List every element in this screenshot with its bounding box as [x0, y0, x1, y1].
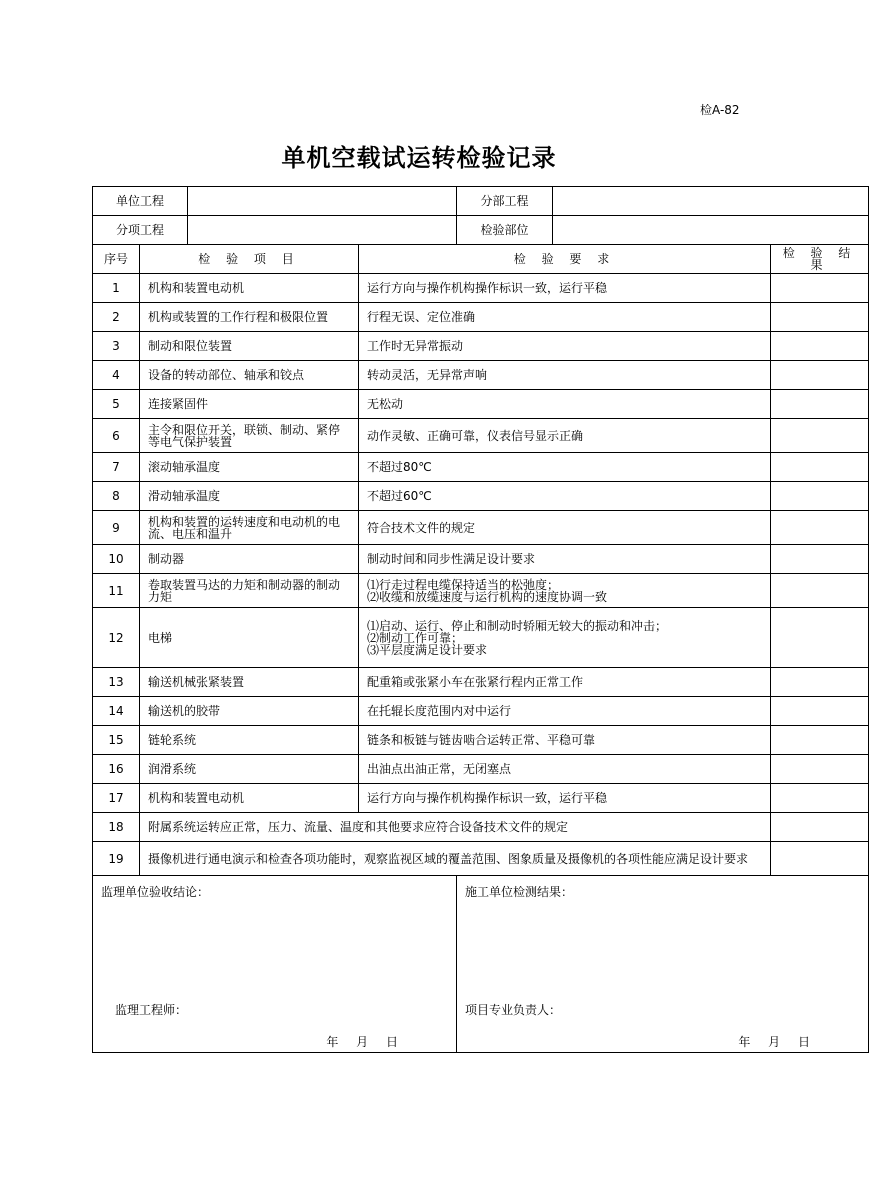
row-requirement: 制动时间和同步性满足设计要求	[359, 545, 771, 574]
row-seq: 6	[93, 419, 140, 453]
contractor-result-label: 施工单位检测结果：	[465, 885, 574, 899]
sub-project-label: 分部工程	[457, 187, 553, 216]
row-result[interactable]	[771, 274, 869, 303]
row-result[interactable]	[771, 755, 869, 784]
contractor-date	[724, 1036, 810, 1048]
table-row	[93, 608, 869, 668]
col-item: 检 验 项 目	[140, 245, 359, 274]
row-seq: 13	[93, 668, 140, 697]
row-requirement: ⑴启动、运行、停止和制动时轿厢无较大的振动和冲击； ⑵制动工作可靠； ⑶平层度满足设计要求	[359, 608, 771, 668]
row-requirement: 不超过60℃	[359, 482, 771, 511]
table-row	[93, 545, 869, 574]
supervisor-date	[312, 1036, 398, 1048]
inspection-table	[92, 186, 869, 1053]
table-row	[93, 482, 869, 511]
row-seq: 16	[93, 755, 140, 784]
row-requirement: 链条和板链与链齿啮合运转正常、平稳可靠	[359, 726, 771, 755]
table-row	[93, 390, 869, 419]
row-result[interactable]	[771, 390, 869, 419]
row-seq: 17	[93, 784, 140, 813]
unit-project-value[interactable]	[188, 187, 457, 216]
table-row	[93, 419, 869, 453]
row-item: 制动和限位装置	[140, 332, 359, 361]
column-header-row	[93, 245, 869, 274]
table-row	[93, 784, 869, 813]
row-result[interactable]	[771, 668, 869, 697]
row-result[interactable]	[771, 545, 869, 574]
row-requirement: 工作时无异常振动	[359, 332, 771, 361]
contractor-result-cell[interactable]	[457, 876, 869, 1053]
row-seq: 8	[93, 482, 140, 511]
day-label: 日	[798, 1035, 811, 1049]
row-item: 润滑系统	[140, 755, 359, 784]
table-row	[93, 511, 869, 545]
row-result[interactable]	[771, 608, 869, 668]
row-requirement: 转动灵活，无异常声响	[359, 361, 771, 390]
table-row	[93, 303, 869, 332]
unit-project-label: 单位工程	[93, 187, 188, 216]
row-result[interactable]	[771, 842, 869, 876]
row-seq: 15	[93, 726, 140, 755]
table-row	[93, 755, 869, 784]
row-requirement: 在托辊长度范围内对中运行	[359, 697, 771, 726]
inspect-part-value[interactable]	[553, 216, 869, 245]
day-label: 日	[386, 1035, 399, 1049]
row-result[interactable]	[771, 453, 869, 482]
row-item: 机构和装置电动机	[140, 784, 359, 813]
row-seq: 4	[93, 361, 140, 390]
row-item: 输送机的胶带	[140, 697, 359, 726]
supervisor-engineer-label: 监理工程师：	[115, 1003, 188, 1017]
month-label: 月	[356, 1035, 369, 1049]
row-item: 机构或装置的工作行程和极限位置	[140, 303, 359, 332]
supervisor-conclusion-cell[interactable]	[93, 876, 457, 1053]
row-item: 连接紧固件	[140, 390, 359, 419]
row-seq: 3	[93, 332, 140, 361]
row-seq: 1	[93, 274, 140, 303]
row-requirement: 行程无误、定位准确	[359, 303, 771, 332]
row-result[interactable]	[771, 784, 869, 813]
item-project-label: 分项工程	[93, 216, 188, 245]
inspect-part-label: 检验部位	[457, 216, 553, 245]
row-seq: 18	[93, 813, 140, 842]
row-result[interactable]	[771, 697, 869, 726]
row-seq: 19	[93, 842, 140, 876]
row-result[interactable]	[771, 303, 869, 332]
row-seq: 2	[93, 303, 140, 332]
year-label: 年	[738, 1035, 751, 1049]
row-requirement: 运行方向与操作机构操作标识一致，运行平稳	[359, 274, 771, 303]
row-requirement: 符合技术文件的规定	[359, 511, 771, 545]
table-row	[93, 668, 869, 697]
table-row	[93, 726, 869, 755]
row-seq: 5	[93, 390, 140, 419]
form-code: 检A-82	[700, 103, 740, 117]
row-seq: 11	[93, 574, 140, 608]
table-row	[93, 574, 869, 608]
table-row	[93, 697, 869, 726]
row-item: 电梯	[140, 608, 359, 668]
row-item: 附属系统运转应正常，压力、流量、温度和其他要求应符合设备技术文件的规定	[140, 813, 771, 842]
row-item: 摄像机进行通电演示和检查各项功能时，观察监视区域的覆盖范围、图象质量及摄像机的各项性能应满足设计要求	[140, 842, 771, 876]
col-requirement: 检 验 要 求	[359, 245, 771, 274]
row-requirement: 动作灵敏、正确可靠，仪表信号显示正确	[359, 419, 771, 453]
row-item: 制动器	[140, 545, 359, 574]
row-item: 滚动轴承温度	[140, 453, 359, 482]
project-lead-label: 项目专业负责人：	[465, 1003, 562, 1017]
row-result[interactable]	[771, 574, 869, 608]
row-seq: 10	[93, 545, 140, 574]
table-row	[93, 813, 869, 842]
month-label: 月	[768, 1035, 781, 1049]
supervisor-conclusion-label: 监理单位验收结论：	[101, 885, 210, 899]
row-seq: 12	[93, 608, 140, 668]
row-result[interactable]	[771, 813, 869, 842]
table-row	[93, 842, 869, 876]
row-result[interactable]	[771, 726, 869, 755]
table-row	[93, 361, 869, 390]
row-item: 设备的转动部位、轴承和铰点	[140, 361, 359, 390]
row-result[interactable]	[771, 361, 869, 390]
row-result[interactable]	[771, 419, 869, 453]
table-row	[93, 332, 869, 361]
sub-project-value[interactable]	[553, 187, 869, 216]
row-requirement: 不超过80℃	[359, 453, 771, 482]
row-item: 机构和装置的运转速度和电动机的电流、电压和温升	[140, 511, 359, 545]
row-item: 机构和装置电动机	[140, 274, 359, 303]
row-result[interactable]	[771, 332, 869, 361]
row-item: 链轮系统	[140, 726, 359, 755]
item-project-value[interactable]	[188, 216, 457, 245]
row-requirement: 无松动	[359, 390, 771, 419]
row-seq: 14	[93, 697, 140, 726]
table-row	[93, 453, 869, 482]
row-result[interactable]	[771, 511, 869, 545]
row-requirement: 配重箱或张紧小车在张紧行程内正常工作	[359, 668, 771, 697]
table-row	[93, 274, 869, 303]
page-title: 单机空载试运转检验记录	[281, 144, 557, 172]
row-seq: 9	[93, 511, 140, 545]
row-requirement: 出油点出油正常，无闭塞点	[359, 755, 771, 784]
year-label: 年	[326, 1035, 339, 1049]
row-item: 主令和限位开关，联锁、制动、紧停等电气保护装置	[140, 419, 359, 453]
row-requirement: ⑴行走过程电缆保持适当的松弛度； ⑵收缆和放缆速度与运行机构的速度协调一致	[359, 574, 771, 608]
col-seq: 序号	[93, 245, 140, 274]
row-item: 输送机械张紧装置	[140, 668, 359, 697]
row-requirement: 运行方向与操作机构操作标识一致，运行平稳	[359, 784, 771, 813]
row-item: 卷取装置马达的力矩和制动器的制动力矩	[140, 574, 359, 608]
col-result: 检 验 结 果	[771, 245, 869, 274]
row-item: 滑动轴承温度	[140, 482, 359, 511]
row-result[interactable]	[771, 482, 869, 511]
row-seq: 7	[93, 453, 140, 482]
